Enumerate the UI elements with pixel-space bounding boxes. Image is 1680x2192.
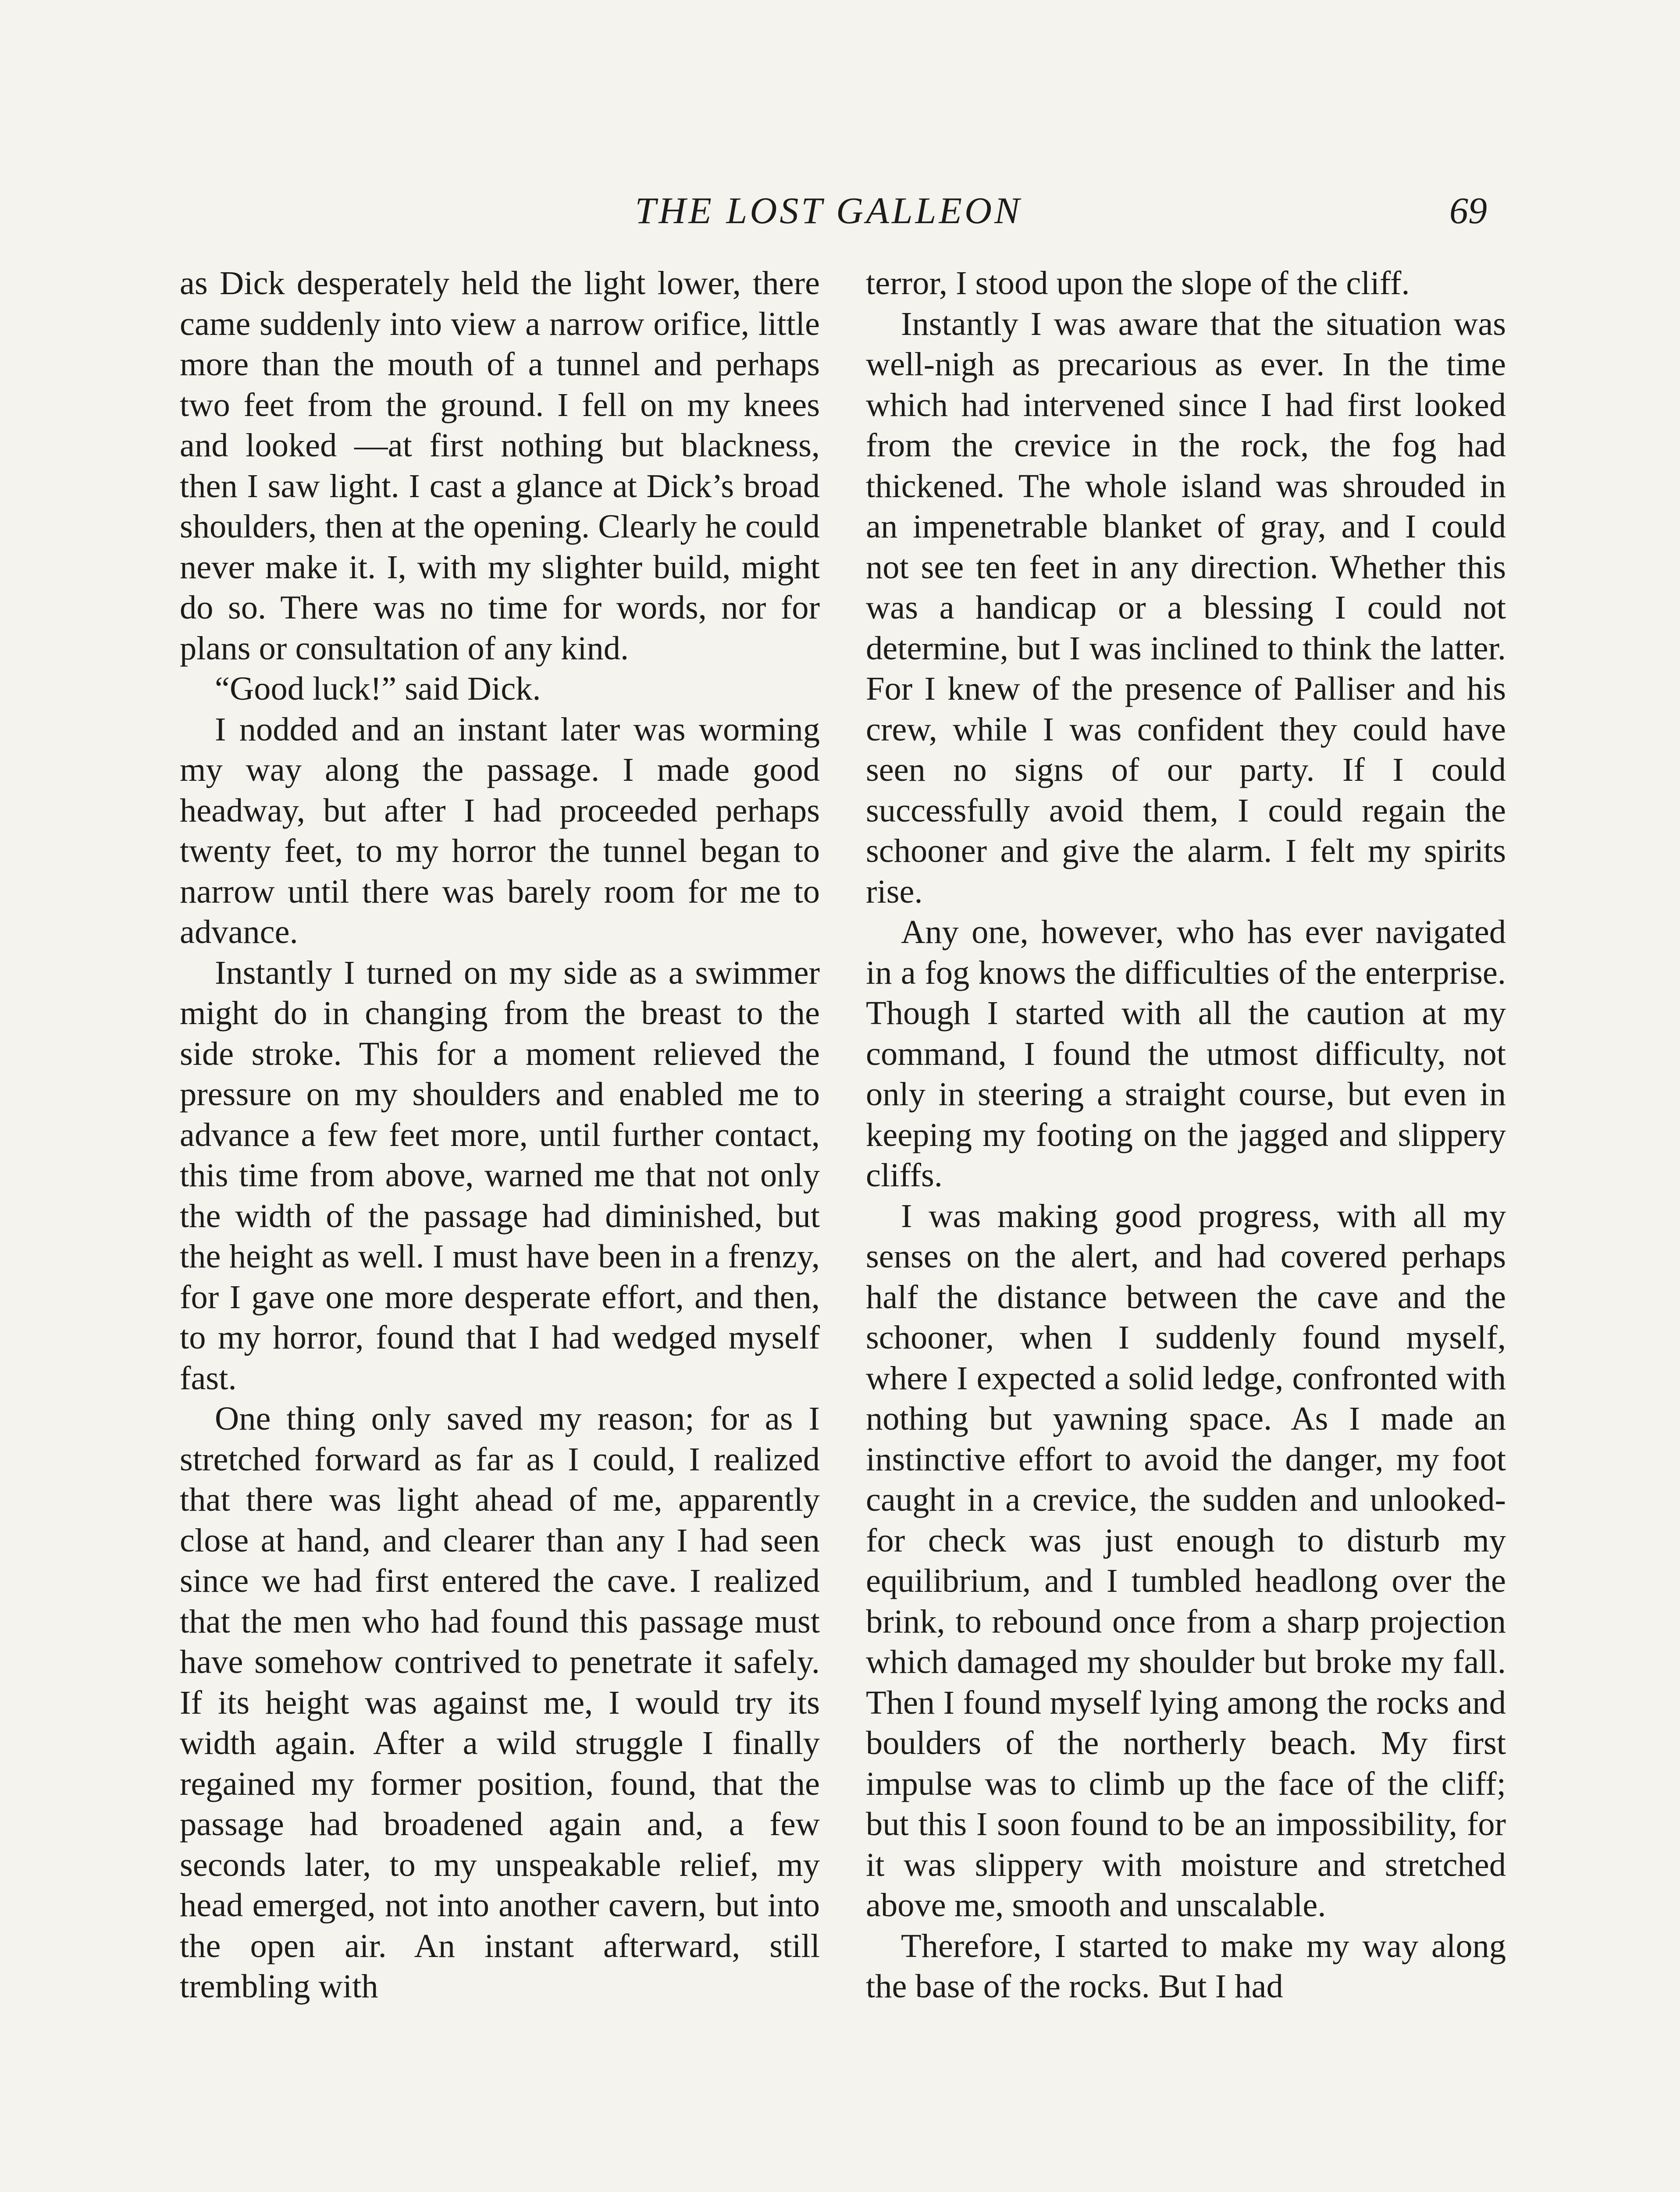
- left-column: [180, 263, 820, 2007]
- page-number: 69: [1449, 189, 1487, 231]
- paragraph: Instantly I was aware that the situation was well-nigh as precarious as ever. In the time which had intervened since I had first looked from the crevice in the rock, the fog had thickened. The whole island was shrouded in an impenetrable blanket of gray, and I could not see ten feet in any direction. Whether this was a handicap or a blessing I could not determine, but I was inclined to think the latter. For I knew of the presence of Palliser and his crew, while I was confident they could have seen no signs of our party. If I could successfully avoid them, I could regain the schooner and give the alarm. I felt my spirits rise.: [866, 305, 1506, 910]
- paragraph: Therefore, I started to make my way along the base of the rocks. But I had: [866, 1927, 1506, 2005]
- paragraph: “Good luck!” said Dick.: [215, 670, 541, 707]
- paragraph: terror, I stood upon the slope of the cliff.: [866, 264, 1410, 302]
- right-column: [866, 263, 1506, 2007]
- paragraph: Any one, however, who has ever navigated in a fog knows the difficulties of the enterprise. Though I started with all the caution at my command, I found the utmost difficulty, not only in steering a straight course, but even in keeping my footing on the jagged and slippery cliffs.: [866, 913, 1506, 1194]
- running-header: [0, 184, 1680, 237]
- paragraph: as Dick desperately held the light lower, there came suddenly into view a narrow orifice, little more than the mouth of a tunnel and perhaps two feet from the ground. I fell on my knees and looked —at first nothing but blackness, then I saw light. I cast a glance at Dick’s broad shoulders, then at the opening. Clearly he could never make it. I, with my slighter build, might do so. There was no time for words, nor for plans or consultation of any kind.: [180, 264, 820, 667]
- paragraph: One thing only saved my reason; for as I stretched forward as far as I could, I realized that there was light ahead of me, apparently close at hand, and clearer than any I had seen since we had first entered the cave. I realized that the men who had found this passage must have somehow contrived to penetrate it safely. If its height was against me, I would try its width again. After a wild struggle I finally regained my former position, found, that the passage had broadened again and, a few seconds later, to my unspeakable relief, my head emerged, not into another cavern, but into the open air. An instant afterward, still trembling with: [180, 1400, 820, 2005]
- paragraph: I nodded and an instant later was worming my way along the passage. I made good headway, but after I had proceeded perhaps twenty feet, to my horror the tunnel began to narrow until there was barely room for me to advance.: [180, 710, 820, 950]
- paragraph: I was making good progress, with all my senses on the alert, and had covered perhaps half the distance between the cave and the schooner, when I suddenly found myself, where I expected a solid ledge, confronted with nothing but yawning space. As I made an instinctive effort to avoid the danger, my foot caught in a crevice, the sudden and unlooked-for check was just enough to disturb my equilibrium, and I tumbled headlong over the brink, to rebound once from a sharp projection which damaged my shoulder but broke my fall. Then I found myself lying among the rocks and boulders of the northerly beach. My first impulse was to climb up the face of the cliff; but this I soon found to be an impossibility, for it was slippery with moisture and stretched above me, smooth and unscalable.: [866, 1197, 1506, 1924]
- running-title: THE LOST GALLEON: [635, 189, 1022, 231]
- paragraph: Instantly I turned on my side as a swimmer might do in changing from the breast to the side stroke. This for a moment relieved the pressure on my shoulders and enabled me to advance a few feet more, until further contact, this time from above, warned me that not only the width of the passage had diminished, but the height as well. I must have been in a frenzy, for I gave one more desperate effort, and then, to my horror, found that I had wedged myself fast.: [180, 954, 820, 1397]
